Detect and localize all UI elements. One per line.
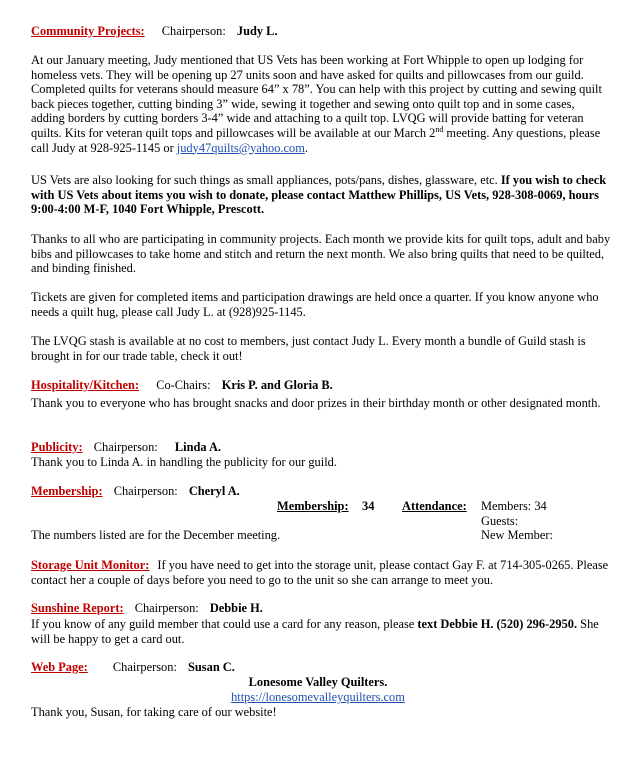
community-paragraph-2: US Vets are also looking for such things as small appliances, pots/pans, dishes, glassware, etc. If you wish to check with US Vets about items you wish to donate, please contact Matthew Phillips, US Vets, 928-308-0069, hours 9:00-4:00 M-F, 1040 Fort Whipple, Prescott.: [31, 173, 607, 217]
membership-header: [31, 484, 611, 499]
membership-chair-name: Cheryl A.: [188, 484, 240, 498]
membership-chair-label: Chairperson:: [113, 484, 178, 498]
webpage-header: [31, 660, 611, 675]
publicity-text: Thank you to Linda A. in handling the publicity for our guild.: [31, 455, 337, 469]
sunshine-chair-name: Debbie H.: [209, 601, 263, 615]
publicity-chair-name: Linda A.: [174, 440, 222, 454]
site-name: Lonesome Valley Quilters.: [248, 675, 388, 689]
attendance-members: Members: 34: [481, 499, 547, 513]
community-paragraph-1: At our January meeting, Judy mentioned that US Vets has been working at Fort Whipple to open up lodging for homeless vets. They will be opening up 27 units soon and have asked for quilts and pillowcases from our guild. Completed quilts for veterans should measure 64” x 78”. You can help with this project by cutting and sewing quilt back pieces together, cutting binding 3” wide, sewing it together and sewing onto quilt top and in some cases, adding borders by cutting borders 3-4” wide and attaching to a quilt top. LVQG will provide batting for veteran quilts. Kits for veteran quilt tops and pillowcases will be available at our March 2nd meeting. Any questions, please call Judy at 928-925-1145 or judy47quilts@yahoo.com.: [31, 53, 602, 155]
webpage-heading: Web Page:: [31, 660, 88, 674]
community-heading: Community Projects:: [31, 24, 145, 38]
membership-heading: Membership:: [31, 484, 103, 498]
community-header: [31, 24, 611, 39]
hospitality-text: Thank you to everyone who has brought snacks and door prizes in their birthday month or other designated month.: [31, 396, 601, 410]
storage-section: [31, 558, 611, 587]
publicity-header: [31, 440, 611, 455]
membership-note: The numbers listed are for the December meeting.: [31, 528, 281, 542]
community-paragraph-5: The LVQG stash is available at no cost to members, just contact Judy L. Every month a bundle of Guild stash is brought in for our trade table, check it out!: [31, 334, 586, 363]
community-chair-label: Chairperson:: [161, 24, 226, 38]
sunshine-heading: Sunshine Report:: [31, 601, 124, 615]
hospitality-chair-label: Co-Chairs:: [156, 378, 211, 392]
community-paragraph-4: Tickets are given for completed items and participation drawings are held once a quarter. If you know anyone who needs a quilt hug, please call Judy L. at (928)925-1145.: [31, 290, 599, 319]
attendance-guests: Guests:: [481, 514, 519, 528]
storage-heading: Storage Unit Monitor:: [31, 558, 150, 572]
hospitality-chair-name: Kris P. and Gloria B.: [221, 378, 333, 392]
attendance-label: Attendance:: [402, 499, 467, 513]
hospitality-header: [31, 378, 611, 393]
attendance-new-member: New Member:: [481, 528, 553, 542]
email-link[interactable]: judy47quilts@yahoo.com: [176, 140, 305, 155]
site-url-row: [0, 690, 636, 705]
webpage-chair-name: Susan C.: [188, 660, 235, 674]
publicity-chair-label: Chairperson:: [93, 440, 158, 454]
sunshine-text: If you know of any guild member that could use a card for any reason, please text Debbie H. (520) 296-2950. She will be happy to get a card out.: [31, 617, 599, 646]
sunshine-contact: text Debbie H. (520) 296-2950.: [417, 617, 578, 631]
us-vets-contact: If you wish to check with US Vets about items you wish to donate, please contact Matthew Phillips, US Vets, 928-308-0069, hours 9:00-4:00 M-F, 1040 Fort Whipple, Prescott.: [31, 173, 607, 217]
community-chair-name: Judy L.: [236, 24, 278, 38]
storage-text: If you have need to get into the storage unit, please contact Gay F. at 714-305-0265. Please contact her a couple of days before you need to go to the unit so she can arrange to meet you.: [31, 558, 609, 587]
webpage-chair-label: Chairperson:: [112, 660, 177, 674]
membership-count-label: Membership:: [277, 499, 349, 513]
website-link[interactable]: https://lonesomevalleyquilters.com: [231, 690, 405, 704]
membership-count-value: 34: [362, 499, 375, 513]
superscript-nd: nd: [435, 124, 444, 134]
community-paragraph-3: Thanks to all who are participating in community projects. Each month we provide kits for quilt tops, adult and baby bibs and pillowcases to take home and stitch and return the next month. We also bring quilts that need to be quilted, and binding finished.: [31, 232, 611, 276]
sunshine-header: [31, 601, 611, 616]
webpage-thanks: Thank you, Susan, for taking care of our website!: [31, 705, 277, 719]
hospitality-heading: Hospitality/Kitchen:: [31, 378, 140, 392]
publicity-heading: Publicity:: [31, 440, 83, 454]
sunshine-chair-label: Chairperson:: [134, 601, 199, 615]
